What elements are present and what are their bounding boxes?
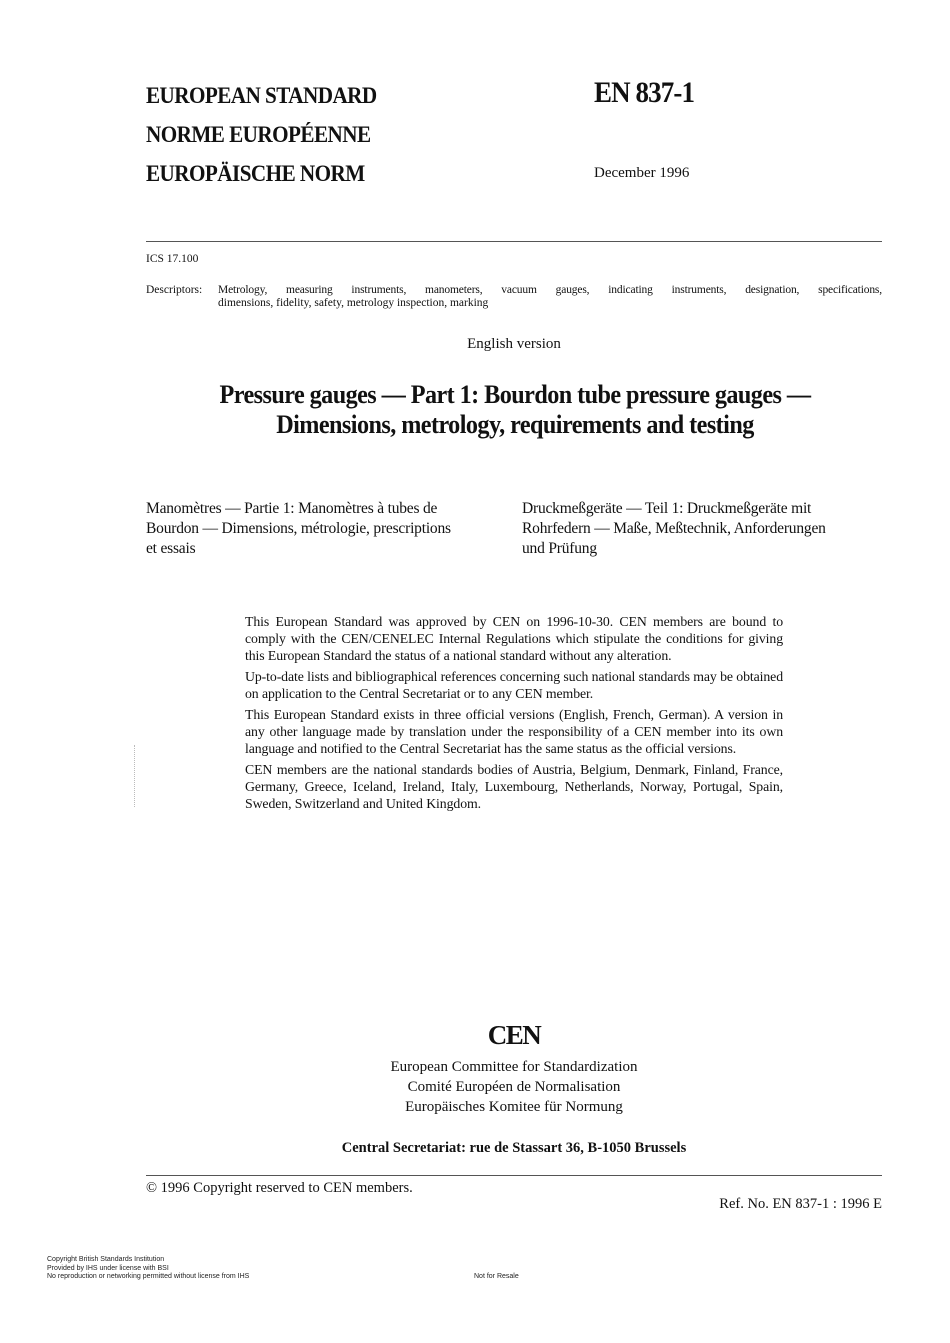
license-line: Copyright British Standards Institution — [47, 1256, 165, 1263]
version-label: English version — [467, 336, 561, 352]
standard-number: EN 837-1 — [594, 76, 695, 109]
publication-date: December 1996 — [594, 165, 690, 181]
cen-name-line: Europäisches Komitee für Normung — [405, 1099, 623, 1115]
french-title-line: et essais — [146, 540, 196, 557]
german-title-line: und Prüfung — [522, 540, 597, 557]
german-title-line: Druckmeßgeräte — Teil 1: Druckmeßgeräte mit — [522, 500, 812, 517]
cen-names — [146, 1057, 882, 1117]
reference-number: Ref. No. EN 837-1 : 1996 E — [719, 1196, 882, 1212]
body-paragraph: Up-to-date lists and bibliographical references concerning such national standards may be obtained on application to the Central Secretariat or to any CEN member. — [245, 669, 783, 701]
license-line: No reproduction or networking permitted without license from IHS — [47, 1273, 250, 1280]
cen-name-line: Comité Européen de Normalisation — [407, 1079, 621, 1095]
copyright-notice: © 1996 Copyright reserved to CEN members. — [146, 1180, 413, 1196]
central-secretariat: Central Secretariat: rue de Stassart 36, B-1050 Brussels — [341, 1140, 687, 1156]
french-title — [146, 499, 506, 559]
license-footer — [47, 1256, 249, 1282]
cen-logo: CEN — [487, 1020, 541, 1050]
body-paragraph: This European Standard exists in three official versions (English, French, German). A version in any other language made by translation under the responsibility of a CEN member into its own language and notified to the Central Secretariat has the same status as the official versions. — [245, 707, 783, 756]
descriptors-line-1: Metrology, measuring instruments, manometers, vacuum gauges, indicating instruments, designation, specifications, — [218, 284, 882, 296]
german-title-line: Rohrfedern — Maße, Meßtechnik, Anforderungen — [522, 520, 826, 537]
header-line-en: EUROPEAN STANDARD — [146, 83, 377, 108]
document-title-line-2: Dimensions, metrology, requirements and testing — [276, 410, 754, 439]
french-title-line: Bourdon — Dimensions, métrologie, prescriptions — [146, 520, 451, 537]
body-paragraph: CEN members are the national standards bodies of Austria, Belgium, Denmark, Finland, France, Germany, Greece, Iceland, Ireland, Italy, Luxembourg, Netherlands, Norway, Portugal, Spain, Sweden, Switzerland and United Kingdom. — [245, 762, 783, 811]
body-paragraph: This European Standard was approved by CEN on 1996-10-30. CEN members are bound to comply with the CEN/CENELEC Internal Regulations which stipulate the conditions for giving this European Standard the status of a national standard without any alteration. — [245, 614, 783, 663]
header-divider — [146, 241, 882, 242]
document-title-line-1: Pressure gauges — Part 1: Bourdon tube pressure gauges — — [219, 380, 811, 409]
ics-code: ICS 17.100 — [146, 253, 199, 265]
cen-name-line: European Committee for Standardization — [390, 1059, 638, 1075]
footer-divider — [146, 1175, 882, 1176]
not-for-resale: Not for Resale — [474, 1273, 519, 1280]
descriptors-line-2: dimensions, fidelity, safety, metrology inspection, marking — [218, 297, 489, 309]
license-line: Provided by IHS under license with BSI — [47, 1264, 169, 1272]
approval-text — [245, 613, 783, 816]
french-title-line: Manomètres — Partie 1: Manomètres à tubes de — [146, 500, 438, 517]
header-line-de: EUROPÄISCHE NORM — [146, 161, 365, 186]
descriptors-label: Descriptors: — [146, 284, 203, 296]
header-line-fr: NORME EUROPÉENNE — [146, 122, 371, 147]
margin-scan-mark — [134, 745, 136, 807]
german-title — [522, 499, 882, 559]
